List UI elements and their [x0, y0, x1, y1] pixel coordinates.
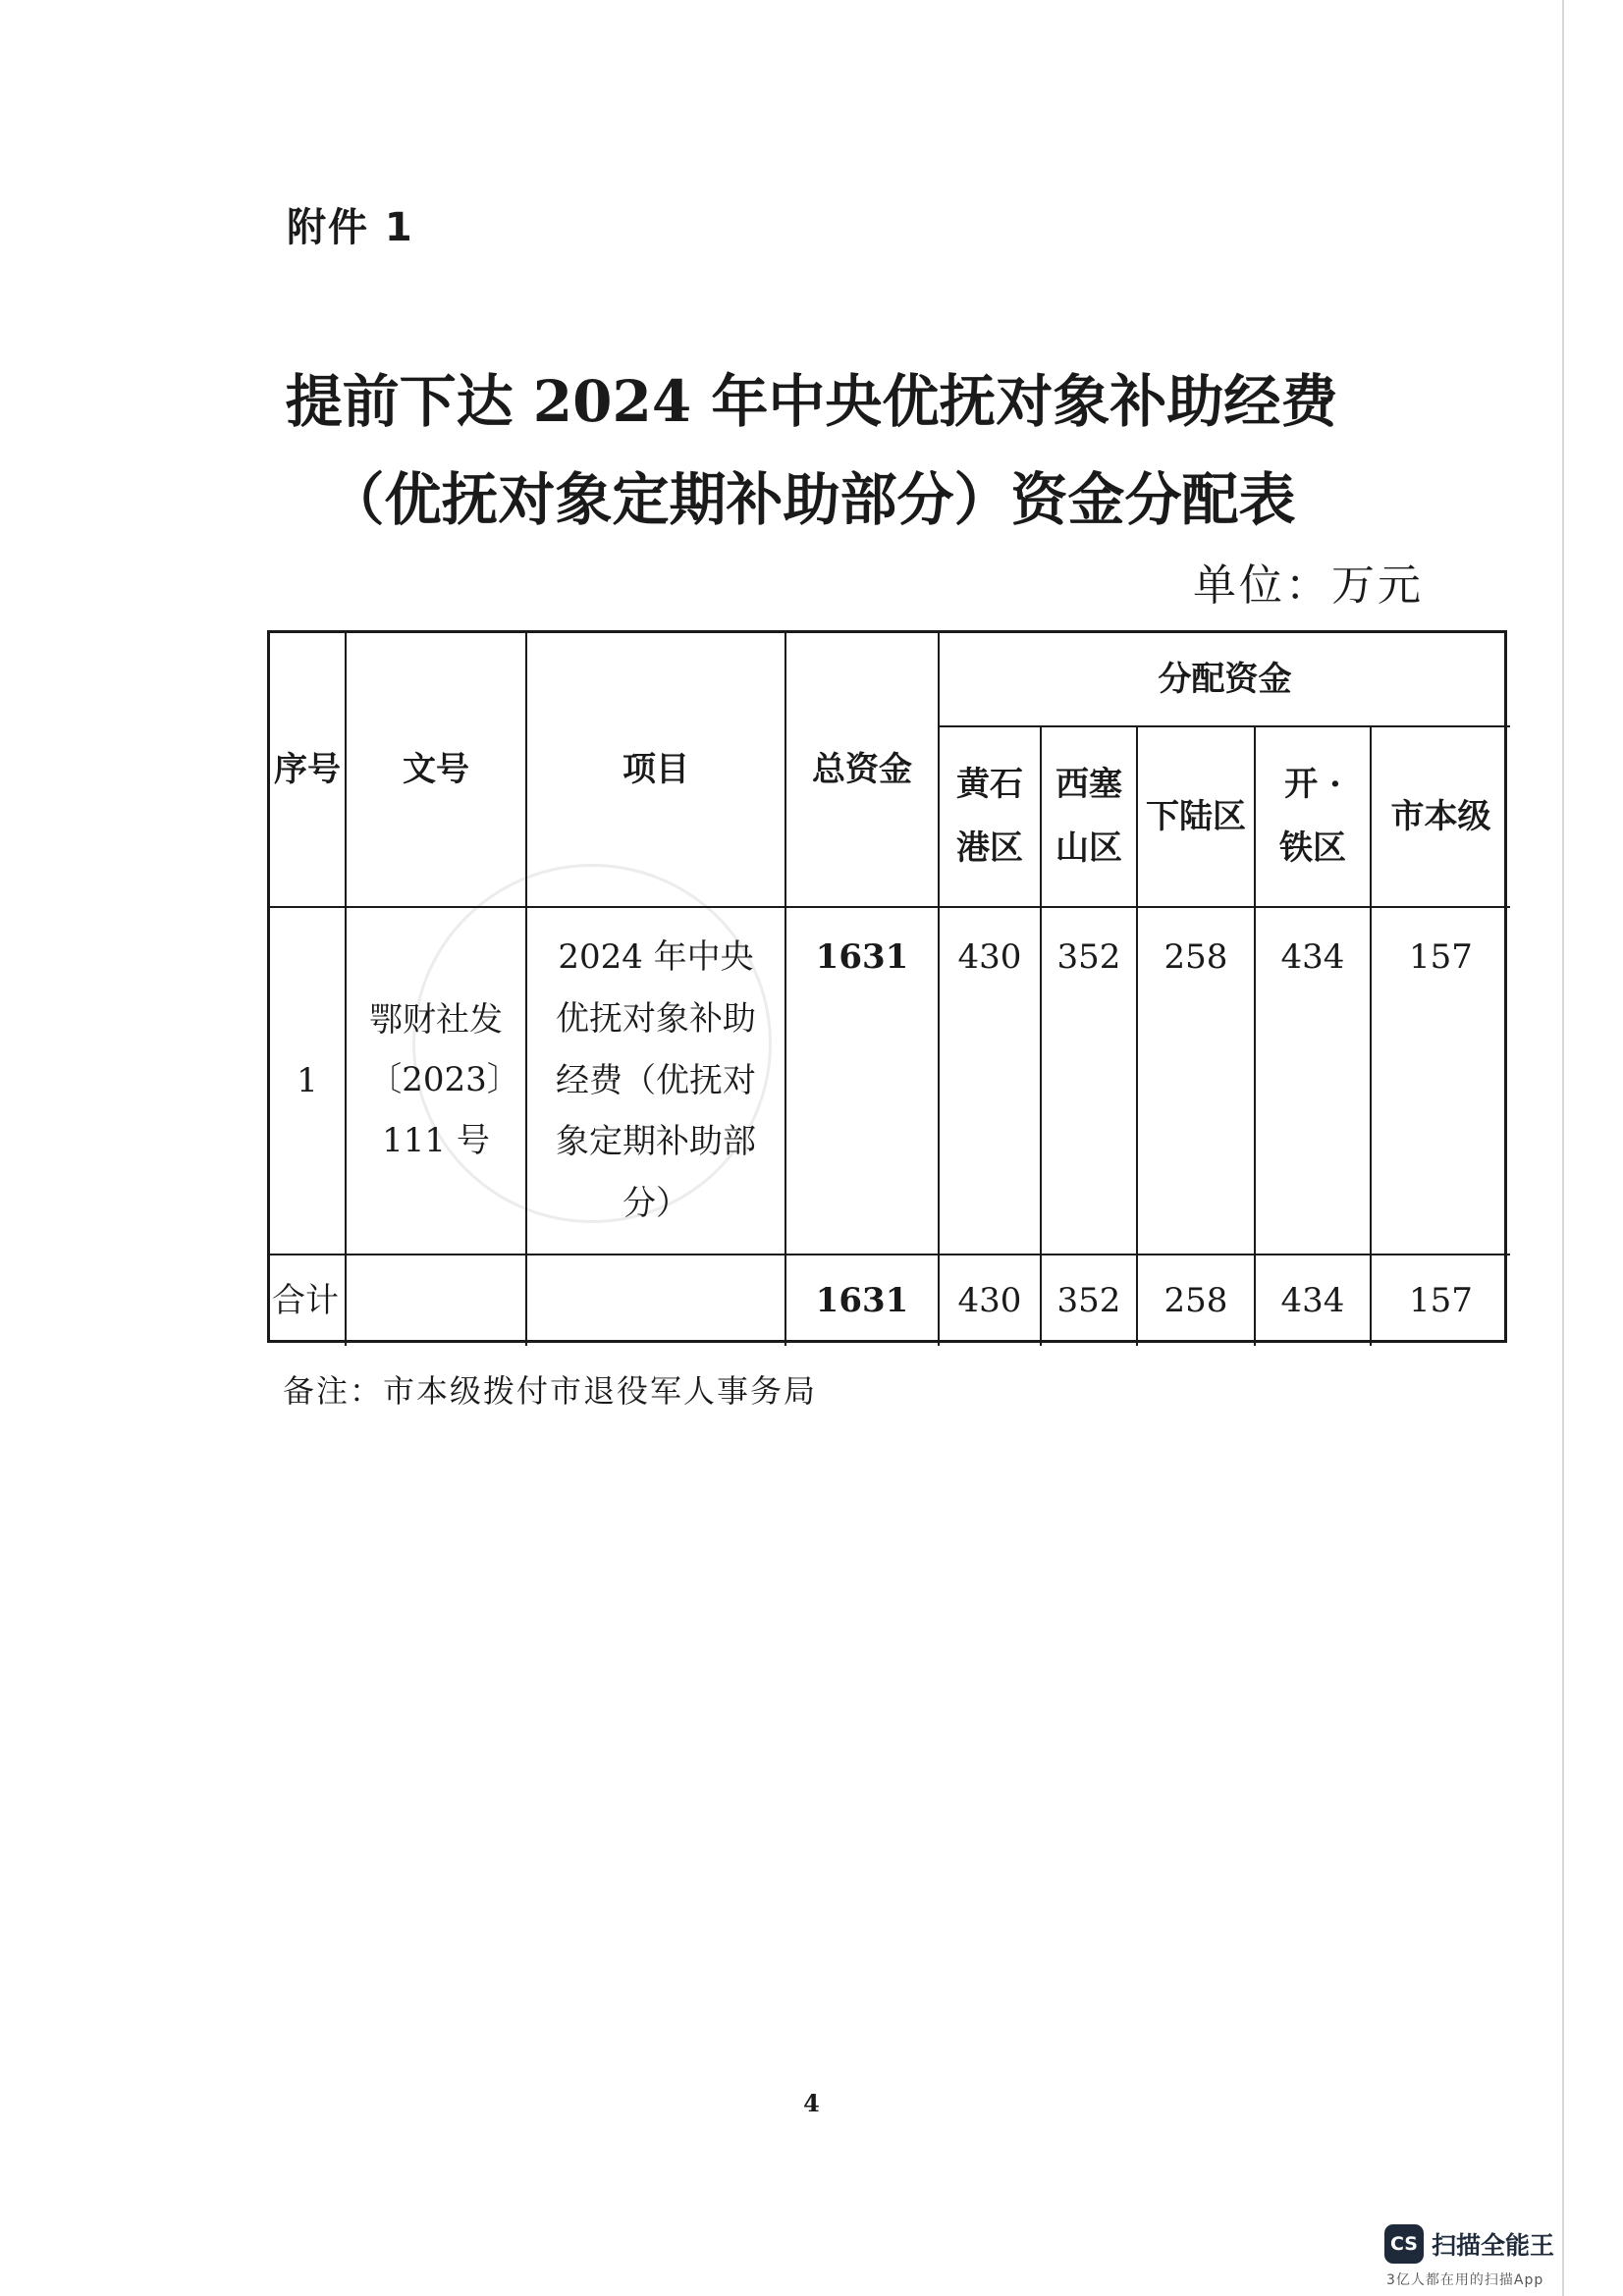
document-title-line-1: 提前下达 2024 年中央优抚对象补助经费 — [285, 368, 1338, 435]
row-project: 2024 年中央优抚对象补助经费（优抚对象定期补助部分） — [527, 908, 786, 1255]
page-number: 4 — [803, 2089, 820, 2117]
total-row-label: 合计 — [270, 1255, 347, 1346]
header-district-xisaishan: 西塞山区 — [1042, 727, 1138, 908]
attachment-label: 附件 1 — [287, 205, 414, 250]
scanner-watermark — [1384, 2224, 1554, 2264]
header-allocation-group: 分配资金 — [940, 633, 1510, 727]
row-seq: 1 — [270, 908, 347, 1255]
total-row-total: 1631 — [786, 1255, 940, 1346]
total-row-value-huangshigang: 430 — [940, 1255, 1042, 1346]
header-city-level: 市本级 — [1372, 727, 1510, 908]
total-row-doc-no — [347, 1255, 527, 1346]
header-district-huangshigang: 黄石港区 — [940, 727, 1042, 908]
total-row-project — [527, 1255, 786, 1346]
scanner-app-name: 扫描全能王 — [1432, 2231, 1555, 2260]
total-row-value-xialu: 258 — [1138, 1255, 1256, 1346]
unit-label: 单位：万元 — [1193, 561, 1424, 611]
header-district-kaitie: 开 · 铁区 — [1256, 727, 1372, 908]
header-district-xialu: 下陆区 — [1138, 727, 1256, 908]
document-title-line-2: （优抚对象定期补助部分）资金分配表 — [327, 466, 1296, 533]
total-row-value-xisaishan: 352 — [1042, 1255, 1138, 1346]
row-value-huangshigang: 430 — [940, 908, 1042, 1255]
header-project: 项目 — [527, 633, 786, 908]
row-value-xisaishan: 352 — [1042, 908, 1138, 1255]
page-edge — [1562, 0, 1564, 2296]
header-seq: 序号 — [270, 633, 347, 908]
scanner-logo-icon: CS — [1384, 2224, 1424, 2264]
scanner-tagline: 3亿人都在用的扫描App — [1386, 2272, 1544, 2288]
header-total: 总资金 — [786, 633, 940, 908]
row-doc-no: 鄂财社发〔2023〕111 号 — [347, 908, 527, 1255]
row-value-kaitie: 434 — [1256, 908, 1372, 1255]
allocation-table — [267, 630, 1507, 1343]
footnote: 备注：市本级拨付市退役军人事务局 — [283, 1372, 818, 1410]
row-value-city-level: 157 — [1372, 908, 1510, 1255]
total-row-value-city-level: 157 — [1409, 1280, 1473, 1320]
row-value-xialu: 258 — [1138, 908, 1256, 1255]
header-doc-no: 文号 — [347, 633, 527, 908]
row-total: 1631 — [786, 908, 940, 1255]
total-row-value-kaitie: 434 — [1256, 1255, 1372, 1346]
